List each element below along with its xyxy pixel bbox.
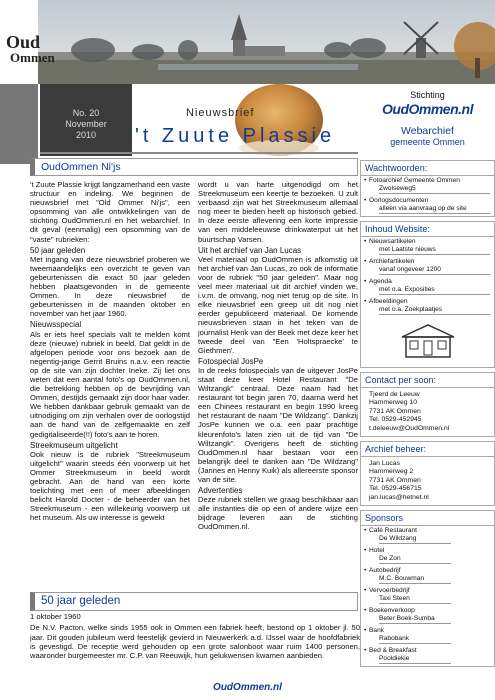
sponsors-box (360, 510, 495, 667)
beheer-email-link[interactable]: jan.lucas@hetnet.nl (369, 493, 429, 501)
inhoud-item[interactable] (361, 297, 494, 317)
stichting-box (360, 84, 495, 158)
inhoud-box (360, 221, 495, 368)
sponsor-title: Vervoerbedrijf (369, 587, 410, 595)
wacht-item-title: Fotoarchief Gemeente Ommen (369, 177, 460, 184)
inhoud-item[interactable] (361, 237, 494, 257)
sponsor-item[interactable] (361, 586, 494, 606)
subheading-nieuwsspecial: Nieuwsspecial (30, 320, 82, 330)
sponsor-item[interactable] (361, 546, 494, 566)
inhoud-item-sub: met Laatste nieuws (379, 246, 490, 255)
paragraph-advertenties: Deze rubriek stellen we graag beschikbaar aan alle instanties die op een of andere wijze een bijdrage leveren aan de stichting OudOmmen.nl. (198, 495, 358, 532)
logo-text-oud: Oud (6, 32, 41, 52)
sponsors-heading: Sponsors (361, 511, 494, 526)
logo-text-ommen: Ommen (10, 50, 55, 65)
wacht-item[interactable] (361, 196, 494, 216)
sponsor-title: Autobedrijf (369, 567, 401, 575)
beheer-line: Hammerweg 2 (369, 468, 414, 476)
house-icon (398, 323, 458, 359)
sponsor-sub: De Wildzang (379, 535, 451, 544)
paragraph-nieuwsspecial: Als er iets heel specials valt te melden komt deze (nieuwe) rubriek in beeld. Dat geldt in de afgelopen periode voor ons bezoek aan de negentig-jarige Gerrit Bruins n.a.v. een reactie op de site van zijn dochter Ineke. Zij liet ons weten dat een aantal foto's op OudOmmen.nl, die betrekking hebben op de bevrijding van Ommen, destijds gemaakt zijn door haar vader. We hebben dankbaar gebruik gemaakt van de uitnodiging om zijn verhalen over de oorlogstijd aan de hand van de zelfgemaakte en zelf gedigitaliseerde(!!) foto's aan te horen. (30, 329, 190, 439)
subheading-fotospecial: Fotospecial JosPe (198, 356, 264, 366)
inhoud-item-sub: vanaf ongeveer 1200 (379, 266, 490, 275)
webarchief-label: Webarchief (401, 125, 454, 137)
sponsor-sub: Pooldiekie (379, 655, 451, 664)
footer-logo-text: OudOmmen.nl (213, 682, 282, 693)
contact-line: Hammerweg 10 (369, 399, 417, 407)
issue-month: November (65, 119, 107, 129)
subheading-jan-lucas: Uit het archief van Jan Lucas (198, 245, 302, 255)
newsletter-label: Nieuwsbrief (186, 107, 255, 119)
contact-email-link[interactable]: t.deleeuw@OudOmmen.nl (369, 424, 450, 432)
title-underline (40, 152, 358, 154)
fifty-years-date: 1 oktober 1960 (30, 612, 81, 621)
sponsor-sub: Rabobank (379, 635, 451, 644)
right-sidebar (360, 160, 495, 671)
beheer-heading: Archief beheer: (361, 442, 494, 457)
wachtwoorden-heading: Wachtwoorden: (361, 161, 494, 176)
inhoud-item-title: Afbeeldingen (369, 298, 408, 305)
paragraph-50-jaar: Met ingang van deze nieuwsbrief proberen we tweemaandelijks een overzicht te geven van gebeurtenissen die exact 50 jaar geleden hebben plaatsgevonden in de gemeente Ommen. In deze nieuwsbrief de gebeurtenissen in de maanden oktober en november van het jaar 1960. (30, 254, 190, 319)
fifty-years-text: De N.V. Pacton, welke sinds 1955 ook in Ommen een fabriek heeft, bestond op 1 oktober jl. 50 jaar. Dit gouden jubileum werd feestelijk gevierd in Nieuwerkerk a.d. IJssel waar de hoofdfabriek is gevestigd. De receptie werd gehouden op een grote salonboot waar ruim 1400 personen, waaronder burgemeester mr. C.P. van Reeuwijk, hun gelukwensen kwamen aanbieden. (30, 623, 360, 661)
section-50-jaar-header: 50 jaar geleden (30, 592, 358, 611)
sponsor-item[interactable] (361, 526, 494, 546)
stichting-label: Stichting (410, 90, 445, 100)
sponsor-title: Bank (369, 627, 385, 635)
inhoud-item[interactable] (361, 257, 494, 277)
beheer-line: 7731 AK Ommen (369, 476, 421, 484)
article-column-right (198, 180, 358, 534)
sponsor-item[interactable] (361, 646, 494, 666)
sponsor-item[interactable] (361, 626, 494, 646)
sponsor-sub: Taxi Steen (379, 595, 451, 604)
sponsor-sub: Beter Boek-Sumba (379, 615, 451, 624)
subheading-50-jaar: 50 jaar geleden (30, 245, 86, 255)
sponsor-sub: M.C. Bouwman (379, 575, 451, 584)
header-banner-photo (38, 0, 495, 84)
paragraph-jan-lucas: Veel materiaal op OudOmmen is afkomstig uit het archief van Jan Lucas, zo ook de informatie voor de rubriek "50 jaar geleden". Maar nog veel meer materiaal uit dit archief vinden we, i.v.m. de omvang, nog niet terug op de site. In elke nieuwsbrief een greep uit dit nog niet eerder gepubliceerd materiaal. De komende nieuwsbrieven staan in het teken van de journalist Henk van der Beek met deze keer het tweede deel van "Een 'Holtspraecke' te Giethmen'. (198, 254, 358, 355)
contact-box (360, 372, 495, 437)
sponsor-item[interactable] (361, 566, 494, 586)
inhoud-item-title: Agenda (369, 278, 392, 285)
inhoud-item[interactable] (361, 277, 494, 297)
beheer-line: Jan Lucas (369, 460, 400, 468)
logo-graphic (2, 28, 72, 72)
paragraph-streekmuseum: Ook nieuw is de rubriek "Streekmuseum uitgelicht" waarin steeds één voorwerp uit het Ommer Streekmuseum in beeld wordt gebracht. Aan de hand van een korte toelichting met een of meer afbeeldingen belicht Harold Docter - de beheerder van het Streekmuseum - een willekeurig voorwerp uit het museum. Als uw interesse is gewekt (30, 449, 190, 523)
sponsor-title: Boekenverkoop (369, 607, 415, 615)
sponsor-item[interactable] (361, 606, 494, 626)
inhoud-item-title: Archiefartikelen (369, 258, 415, 265)
contact-line: 7731 AK Ommen (369, 407, 421, 415)
wacht-item[interactable] (361, 176, 494, 196)
subheading-streekmuseum: Streekmuseum uitgelicht (30, 440, 118, 450)
issue-year: 2010 (75, 130, 97, 140)
oudommen-logo (2, 28, 72, 72)
stichting-name: OudOmmen.nl (382, 101, 473, 117)
beheer-details (361, 457, 494, 505)
wachtwoorden-box (360, 160, 495, 217)
wacht-item-sub: Zwolseweg5 (379, 185, 490, 194)
section-ons-nijs-header: OudOmmen Ni'js (30, 158, 358, 176)
issue-number: No. 20 (72, 108, 100, 118)
contact-line: Tel. 0529-452945 (369, 416, 422, 424)
gemeente-label: gemeente Ommen (390, 137, 465, 147)
paragraph-continued: wordt u van harte uitgenodigd om het Streekmuseum een keertje te bezoeken. U zult verbaasd zijn wat het Streekmuseum allemaal nog meer te bieden heeft op historisch gebied. In deze eerste aflevering een korte impressie van een middeleeuwse drinkwaterput uit het buurtschap Varsen. (198, 180, 358, 244)
inhoud-item-sub: met o.a. Zoekplaatjes (379, 306, 490, 315)
sponsor-title: Bed & Breakfast (369, 647, 417, 655)
inhoud-heading: Inhoud Website: (361, 222, 494, 237)
inhoud-item-sub: met o.a. Exposities (379, 286, 490, 295)
beheer-line: Tel. 0529-456715 (369, 485, 422, 493)
intro-paragraph: 't Zuute Plassie krijgt langzamerhand een vaste structuur en indeling. We beginnen de nieuwsbrief met "Old Ommer Ni'js", een opsomming van alle ontwikkelingen van de stichting OudOmmen.nl en het webarchief. In dit geval (eenmalig) een opsomming van de "vaste" rubrieken: (30, 180, 190, 244)
contact-heading: Contact per soon: (361, 373, 494, 388)
sponsor-sub: De Zon (379, 555, 451, 564)
contact-line: Tjeerd de Leeuw (369, 391, 420, 398)
left-grey-strip (0, 84, 38, 164)
contact-details (361, 388, 494, 436)
article-column-left (30, 180, 190, 524)
issue-box (40, 84, 132, 156)
sponsor-title: Hotel (369, 547, 385, 555)
inhoud-item-title: Nieuwsartikelen (369, 238, 416, 245)
fifty-years-content (30, 612, 360, 662)
wacht-item-title: Oorlogsdocumenten (369, 197, 429, 204)
subheading-advertenties: Advertenties (198, 486, 243, 496)
paragraph-fotospecial: In de reeks fotospecials van de uitgever JosPe staat deze keer Hotel Restaurant "De Wiltzangk" centraal. Deze naam had het restaurant tot begin jaren 70, daarna werd het een Chinees restaurant en begin 1990 kreeg het restaurant de naam "De Wildzang". Dankzij JosPe kunnen we o.a. een paar prachtige kleurenfoto's laten zien uit de tijd van "De Wiltzangk". Overigens heeft de stichting OudOmmen.nl haar bestaan voor een belangrijk deel te danken aan "De Wildzang" (Jannes en Henny Kuik) als allereerste sponsor van de site. (198, 365, 358, 484)
newsletter-title: 't Zuute Plassie (135, 125, 336, 147)
sponsor-title: Café Restaurant (369, 527, 418, 535)
wacht-item-sub: alleen via aanvraag op de site (379, 205, 490, 214)
beheer-box (360, 441, 495, 506)
